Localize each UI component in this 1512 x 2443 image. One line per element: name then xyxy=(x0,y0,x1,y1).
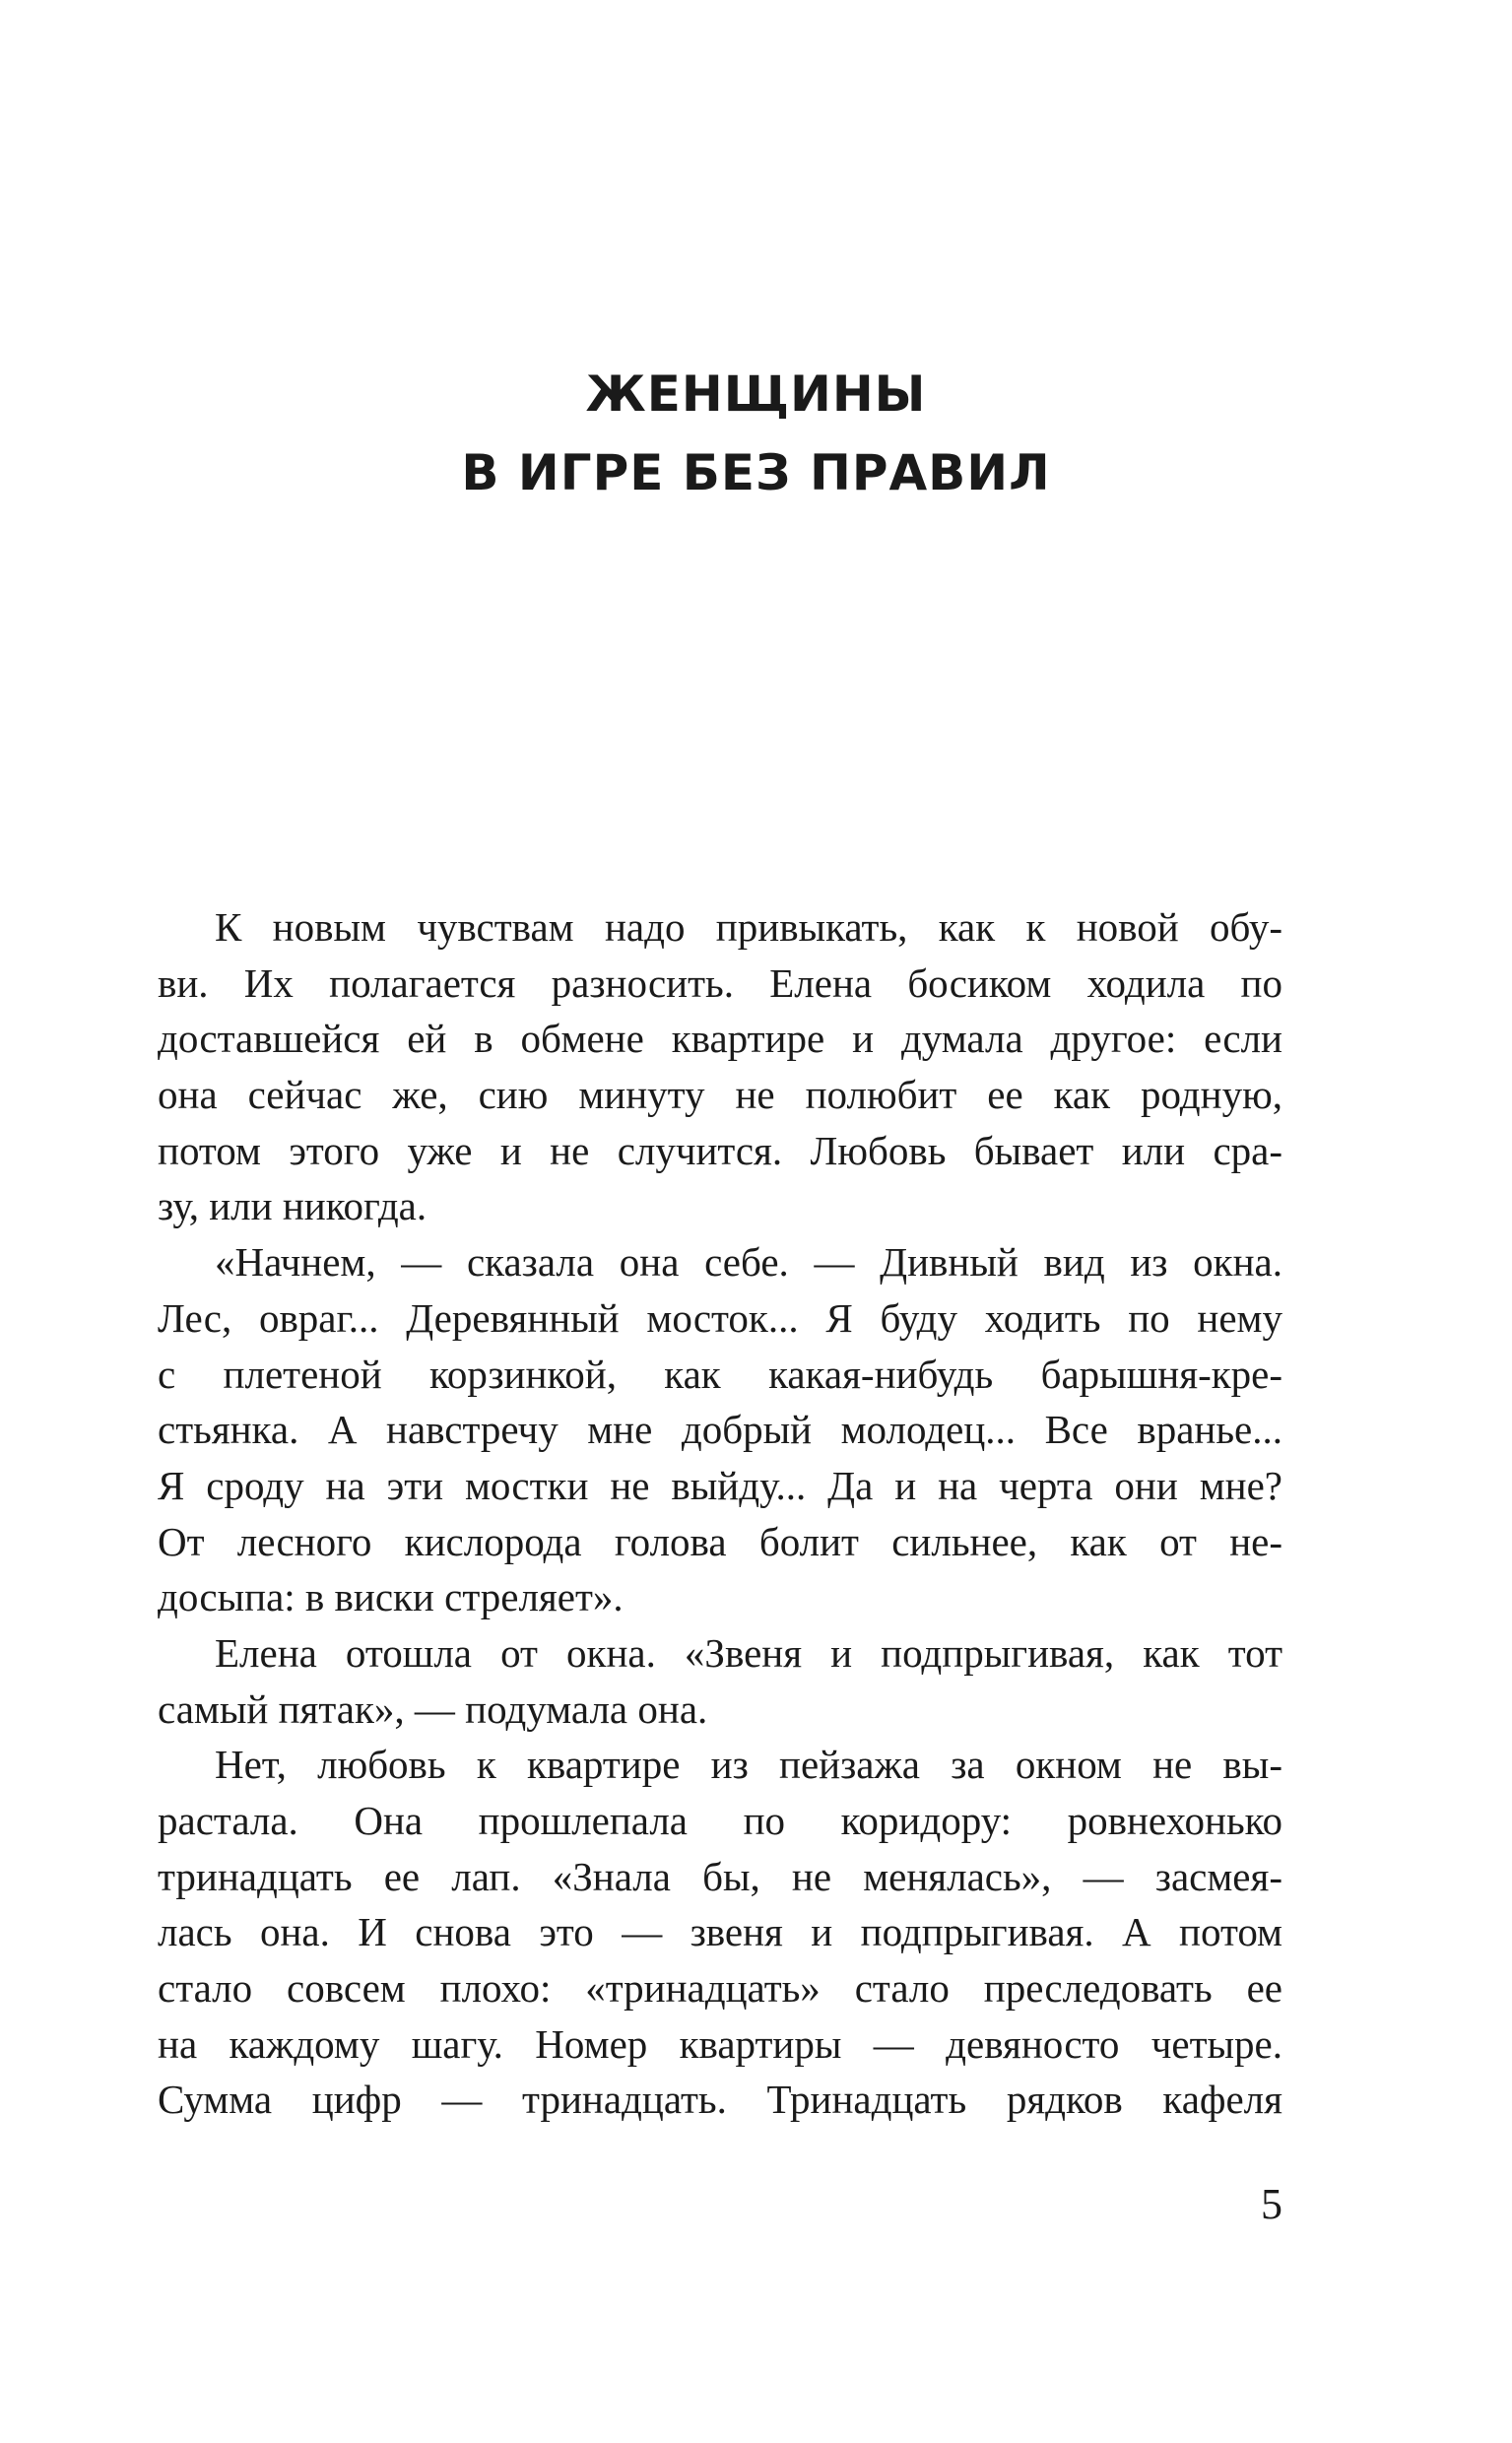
text-line: она сейчас же, сию минуту не полюбит ее как родную, xyxy=(158,1072,1282,1118)
text-line: ви. Их полагается разносить. Елена босиком ходила по xyxy=(158,959,1282,1006)
chapter-title xyxy=(0,355,1512,512)
text-line: зу, или никогда. xyxy=(158,1183,427,1229)
text-line: «Начнем, — сказала она себе. — Дивный вид из окна. xyxy=(215,1239,1282,1286)
text-line: Лес, овраг... Деревянный мосток... Я буду ходить по нему xyxy=(158,1294,1282,1341)
text-line: От лесного кислорода голова болит сильнее, как от не- xyxy=(158,1518,1282,1564)
text-line: Я сроду на эти мостки не выйду... Да и на черта они мне? xyxy=(158,1462,1282,1508)
text-line: тринадцать ее лап. «Знала бы, не менялась», — засмея- xyxy=(158,1853,1282,1899)
page-number: 5 xyxy=(1261,2180,1282,2228)
text-line: с плетеной корзинкой, как какая-нибудь барышня-кре- xyxy=(158,1351,1282,1397)
text-line: Елена отошла от окна. «Звеня и подпрыгивая, как тот xyxy=(215,1629,1282,1676)
text-line: самый пятак», — подумала она. xyxy=(158,1685,708,1732)
chapter-title-line-2: В ИГРЕ БЕЗ ПРАВИЛ xyxy=(461,444,1051,501)
text-line: растала. Она прошлепала по коридору: ровнехонько xyxy=(158,1798,1282,1843)
text-line: Нет, любовь к квартире из пейзажа за окном не вы- xyxy=(215,1742,1282,1788)
text-line: потом этого уже и не случится. Любовь бывает или сра- xyxy=(158,1127,1282,1173)
text-line: К новым чувствам надо привыкать, как к новой обу- xyxy=(215,904,1282,950)
text-line: досыпа: в виски стреляет». xyxy=(158,1574,624,1620)
text-line: на каждому шагу. Номер квартиры — девяносто четыре. xyxy=(158,2020,1282,2067)
text-line: доставшейся ей в обмене квартире и думала другое: если xyxy=(158,1016,1282,1062)
text-line: стало совсем плохо: «тринадцать» стало преследовать ее xyxy=(158,1965,1282,2012)
text-line: лась она. И снова это — звеня и подпрыгивая. А потом xyxy=(158,1909,1282,1955)
body-text xyxy=(158,899,1282,2128)
chapter-title-line-1: ЖЕНЩИНЫ xyxy=(585,365,927,423)
text-line: Сумма цифр — тринадцать. Тринадцать рядков кафеля xyxy=(158,2077,1282,2123)
text-line: стьянка. А навстречу мне добрый молодец... Все вранье... xyxy=(158,1407,1282,1453)
